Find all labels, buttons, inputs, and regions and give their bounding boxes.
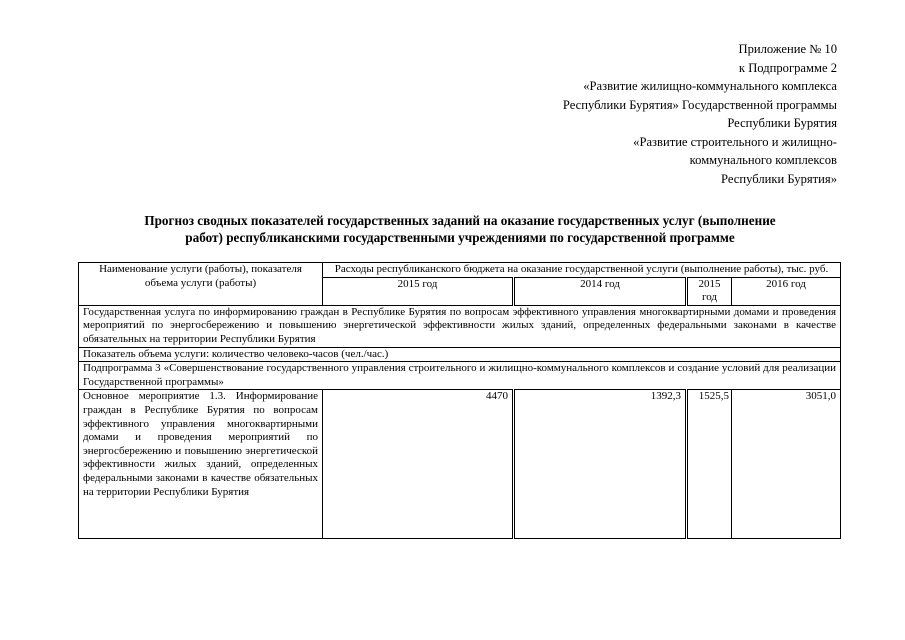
- document-title: [80, 212, 840, 246]
- subprogram-row: Подпрограмма 3 «Совершенствование государственного управления строительного и жилищно-коммунального комплексов и создание условий для реализации Государственной программы»: [79, 362, 841, 390]
- appendix-line: к Подпрограмме 2: [738, 60, 837, 75]
- service-row: Государственная услуга по информированию граждан в Республике Бурятия по вопросам эффективного управления многоквартирными домами и проведения мероприятий по энергосбережению и повышению энергетической эффективности жилых зданий, определенных федеральными законами в качестве обязательных на территории Республики Бурятия: [79, 305, 841, 347]
- table-row: [79, 362, 841, 390]
- header-year: 2015 год: [323, 277, 514, 305]
- header-year: 2016 год: [732, 277, 841, 305]
- appendix-line: Приложение № 10: [738, 42, 837, 56]
- measure-value-2014: 1392,3: [514, 390, 687, 539]
- appendix-line: Республики Бурятия»: [721, 171, 837, 186]
- measure-value-2016: 3051,0: [732, 390, 841, 539]
- appendix-header: [450, 40, 837, 188]
- forecast-table: [78, 262, 841, 539]
- table-row: [79, 347, 841, 362]
- indicator-row: Показатель объема услуги: количество человеко-часов (чел./час.): [79, 347, 841, 362]
- measure-value-2015b: 1525,5: [687, 390, 732, 539]
- title-line: работ) республиканскими государственными учреждениями по государственной программе: [185, 230, 735, 245]
- table-header-row: [79, 263, 841, 278]
- appendix-line: «Развитие строительного и жилищно-: [633, 134, 837, 149]
- appendix-line: коммунального комплексов: [689, 153, 837, 167]
- table-row: [79, 390, 841, 539]
- header-service-name: Наименование услуги (работы), показателя объема услуги (работы): [79, 263, 323, 306]
- header-year: 2015 год: [687, 277, 732, 305]
- title-line: Прогноз сводных показателей государственных заданий на оказание государственных услуг (выполнение: [144, 213, 776, 228]
- table-row: [79, 305, 841, 347]
- measure-value-2015: 4470: [323, 390, 514, 539]
- header-expenses: Расходы республиканского бюджета на оказание государственной услуги (выполнение работы), тыс. руб.: [323, 263, 841, 278]
- measure-name: Основное мероприятие 1.3. Информирование граждан в Республике Бурятия по вопросам эффективного управления многоквартирными домами и проведения мероприятий по энергосбережению и повышению энергетической эффективности жилых зданий, определенных федеральными законами в качестве обязательных на территории Республики Бурятия: [79, 390, 323, 539]
- appendix-line: «Развитие жилищно-коммунального комплекса: [583, 79, 837, 93]
- header-year: 2014 год: [514, 277, 687, 305]
- appendix-line: Республики Бурятия» Государственной программы: [562, 97, 837, 112]
- appendix-line: Республики Бурятия: [727, 116, 837, 130]
